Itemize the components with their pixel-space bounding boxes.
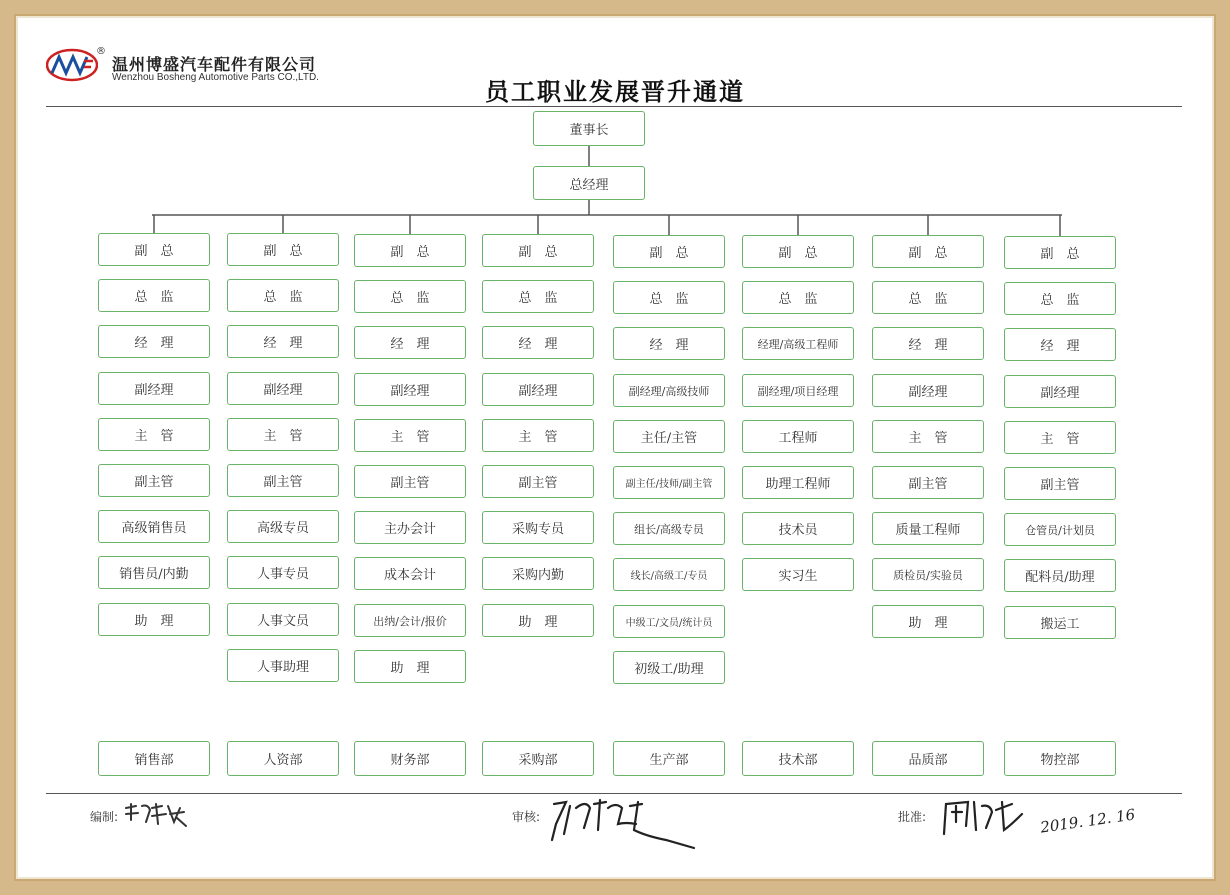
position-box: 助 理 [872,605,984,638]
position-box: 副 总 [482,234,594,267]
position-box: 出纳/会计/报价 [354,604,466,637]
position-box: 经 理 [613,327,725,360]
position-box: 副经理 [1004,375,1116,408]
position-box: 副主管 [227,464,339,497]
position-box: 助 理 [98,603,210,636]
position-box: 主办会计 [354,511,466,544]
position-box: 配料员/助理 [1004,559,1116,592]
position-box: 副主任/技师/副主管 [613,466,725,499]
position-box: 助 理 [482,604,594,637]
registered-mark: ® [96,46,106,57]
position-box: 副经理 [354,373,466,406]
position-box: 采购专员 [482,511,594,544]
approved-label: 批准: [898,810,927,824]
position-box: 总 监 [482,280,594,313]
page-title: 员工职业发展晋升通道 [485,78,745,106]
position-box: 搬运工 [1004,606,1116,639]
position-box: 主任/主管 [613,420,725,453]
position-box: 主 管 [1004,421,1116,454]
position-box: 助 理 [354,650,466,683]
position-box: 主 管 [482,419,594,452]
position-box: 主 管 [872,420,984,453]
position-box: 经 理 [482,326,594,359]
position-box: 总 监 [227,279,339,312]
position-box: 主 管 [98,418,210,451]
position-box: 初级工/助理 [613,651,725,684]
general-manager-box: 总经理 [533,166,645,200]
position-box: 人事专员 [227,556,339,589]
position-box: 质检员/实验员 [872,558,984,591]
position-box: 副 总 [613,235,725,268]
prepared-signature [122,800,192,830]
position-box: 经 理 [1004,328,1116,361]
position-box: 中级工/文员/统计员 [613,605,725,638]
position-box: 总 监 [98,279,210,312]
approved-date: 2019. 12. 16 [1039,805,1137,837]
position-box: 总 监 [872,281,984,314]
position-box: 副主管 [1004,467,1116,500]
position-box: 副主管 [98,464,210,497]
position-box: 经 理 [872,327,984,360]
position-box: 仓管员/计划员 [1004,513,1116,546]
department-box: 财务部 [354,741,466,776]
position-box: 副 总 [872,235,984,268]
department-box: 品质部 [872,741,984,776]
position-box: 主 管 [354,419,466,452]
position-box: 高级专员 [227,510,339,543]
position-box: 副主管 [482,465,594,498]
prepared-label: 编制: [90,810,119,824]
position-box: 经 理 [227,325,339,358]
position-box: 副 总 [354,234,466,267]
position-box: 助理工程师 [742,466,854,499]
position-box: 副主管 [354,465,466,498]
position-box: 技术员 [742,512,854,545]
department-box: 采购部 [482,741,594,776]
department-box: 人资部 [227,741,339,776]
position-box: 副 总 [742,235,854,268]
department-box: 生产部 [613,741,725,776]
position-box: 经 理 [98,325,210,358]
position-box: 副主管 [872,466,984,499]
position-box: 销售员/内勤 [98,556,210,589]
company-name-en: Wenzhou Bosheng Automotive Parts CO.,LTD. [112,72,319,83]
position-box: 总 监 [742,281,854,314]
position-box: 总 监 [354,280,466,313]
position-box: 副 总 [1004,236,1116,269]
position-box: 副 总 [98,233,210,266]
position-box: 实习生 [742,558,854,591]
position-box: 线长/高级工/专员 [613,558,725,591]
department-box: 销售部 [98,741,210,776]
approved-signature [938,796,1028,840]
company-name-cn: 温州博盛汽车配件有限公司 [112,55,317,74]
department-box: 物控部 [1004,741,1116,776]
position-box: 成本会计 [354,557,466,590]
position-box: 经理/高级工程师 [742,327,854,360]
reviewed-signature [546,794,696,852]
chairman-box: 董事长 [533,111,645,146]
position-box: 采购内勤 [482,557,594,590]
position-box: 工程师 [742,420,854,453]
position-box: 副经理 [482,373,594,406]
position-box: 副经理/项目经理 [742,374,854,407]
position-box: 高级销售员 [98,510,210,543]
position-box: 副经理 [98,372,210,405]
position-box: 副经理 [227,372,339,405]
position-box: 主 管 [227,418,339,451]
position-box: 组长/高级专员 [613,512,725,545]
position-box: 人事文员 [227,603,339,636]
position-box: 副 总 [227,233,339,266]
reviewed-label: 审核: [512,810,541,824]
position-box: 人事助理 [227,649,339,682]
position-box: 副经理 [872,374,984,407]
position-box: 总 监 [613,281,725,314]
department-box: 技术部 [742,741,854,776]
position-box: 副经理/高级技师 [613,374,725,407]
position-box: 质量工程师 [872,512,984,545]
position-box: 总 监 [1004,282,1116,315]
position-box: 经 理 [354,326,466,359]
